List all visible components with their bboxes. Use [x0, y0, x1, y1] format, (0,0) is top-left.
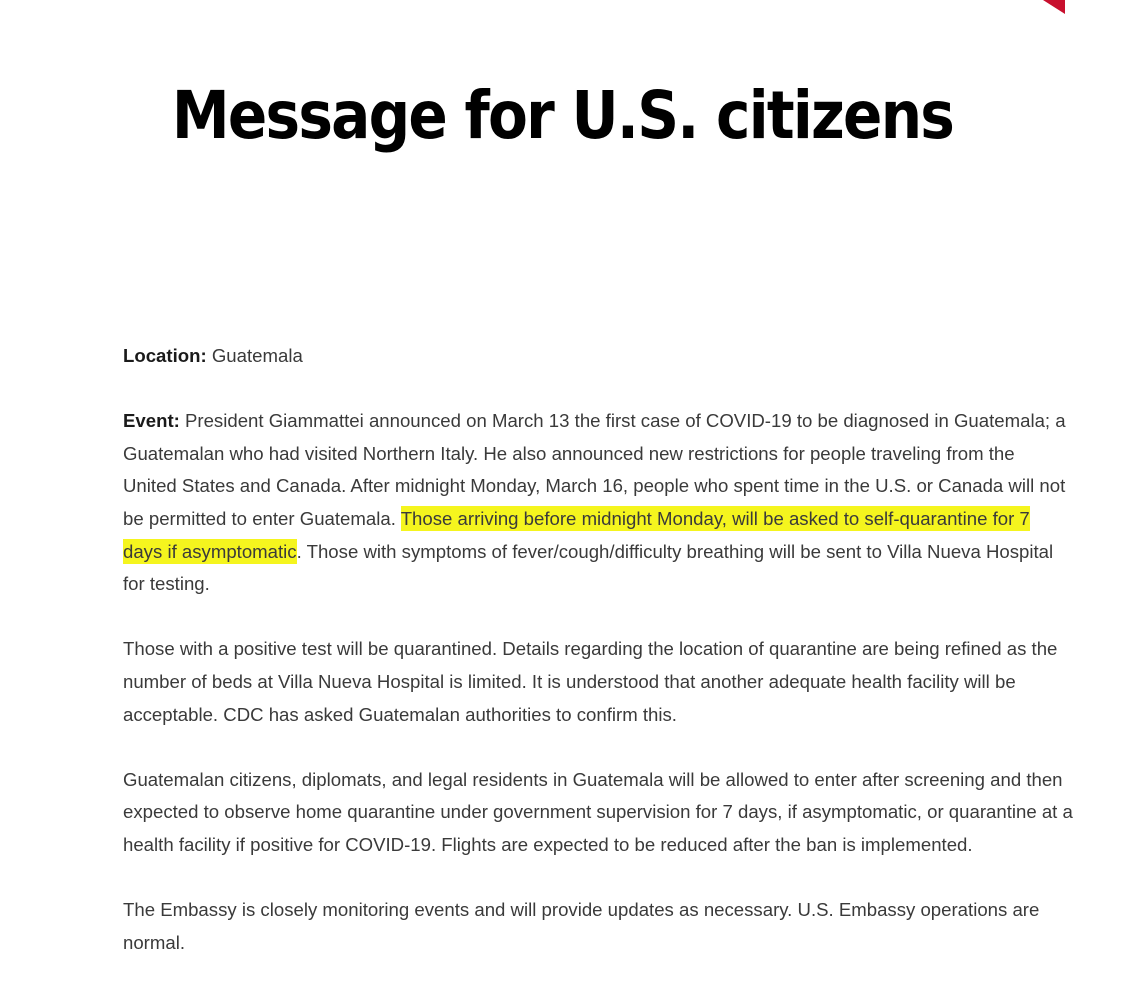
event-text-after: . Those with symptoms of fever/cough/difficulty breathing will be sent to Villa Nueva Hospital for testing.	[123, 540, 1054, 595]
corner-accent-mark	[1043, 0, 1065, 14]
event-text-before: President Giammattei announced on March 13 the first case of COVID-19 to be diagnosed in Guatemala; a Guatemalan who had visited Northern Italy. He also announced new restrictions for people traveling from the United States and Canada. After midnight Monday, March 16, people who spent time in the U.S. or Canada will not be permitted to enter Guatemala.	[123, 410, 1066, 529]
event-paragraph	[123, 405, 1073, 601]
event-label: Event:	[123, 410, 180, 432]
highlighted-text: Those arriving before midnight Monday, will be asked to self-quarantine for 7 days if asymptomatic	[123, 507, 1030, 562]
location-label: Location:	[123, 345, 207, 366]
message-body	[123, 340, 1073, 992]
page-title: Message for U.S. citizens	[171, 77, 954, 154]
location-line	[123, 340, 1073, 373]
embassy-status-paragraph: The Embassy is closely monitoring events and will provide updates as necessary. U.S. Embassy operations are normal.	[123, 899, 1040, 953]
quarantine-paragraph: Those with a positive test will be quarantined. Details regarding the location of quarantine are being refined as the number of beds at Villa Nueva Hospital is limited. It is understood that another adequate health facility will be acceptable. CDC has asked Guatemalan authorities to confirm this.	[123, 638, 1058, 725]
entry-rules-paragraph: Guatemalan citizens, diplomats, and legal residents in Guatemala will be allowed to enter after screening and then expected to observe home quarantine under government supervision for 7 days, if asymptomatic, or quarantine at a health facility if positive for COVID-19. Flights are expected to be reduced after the ban is implemented.	[123, 768, 1073, 855]
location-value: Guatemala	[211, 345, 303, 366]
